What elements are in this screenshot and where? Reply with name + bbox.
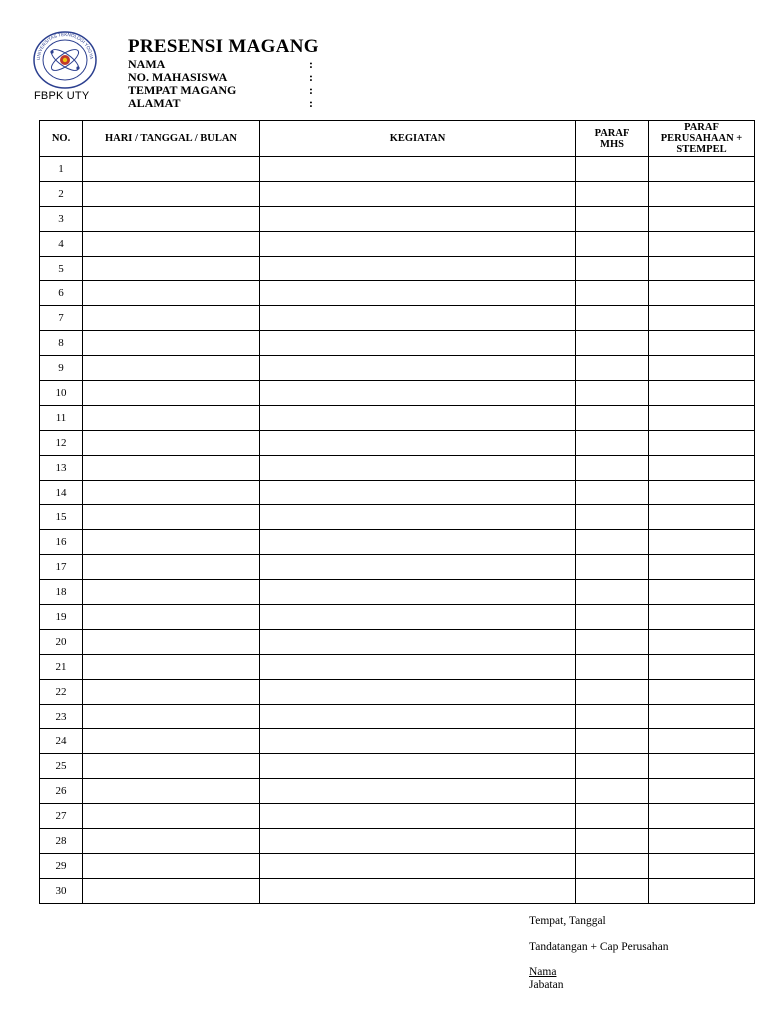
table-row — [40, 754, 755, 779]
row-number: 23 — [40, 704, 83, 729]
header-no: NO. — [40, 121, 83, 157]
row-number: 27 — [40, 804, 83, 829]
cell-kegiatan[interactable] — [260, 555, 576, 580]
cell-paraf-perusahaan[interactable] — [649, 580, 755, 605]
cell-paraf-mhs[interactable] — [576, 206, 649, 231]
row-number: 12 — [40, 430, 83, 455]
table-row — [40, 231, 755, 256]
field-colon: : — [309, 96, 313, 110]
cell-hari-tanggal[interactable] — [83, 430, 260, 455]
table-row — [40, 878, 755, 903]
student-info-fields — [128, 58, 328, 110]
cell-paraf-mhs[interactable] — [576, 555, 649, 580]
signature-position: Jabatan — [529, 979, 564, 991]
cell-hari-tanggal[interactable] — [83, 356, 260, 381]
table-row — [40, 804, 755, 829]
cell-paraf-mhs[interactable] — [576, 605, 649, 630]
table-row — [40, 206, 755, 231]
cell-paraf-mhs[interactable] — [576, 580, 649, 605]
row-number: 17 — [40, 555, 83, 580]
cell-paraf-perusahaan[interactable] — [649, 679, 755, 704]
table-row — [40, 829, 755, 854]
row-number: 9 — [40, 356, 83, 381]
cell-paraf-perusahaan[interactable] — [649, 157, 755, 182]
cell-kegiatan[interactable] — [260, 853, 576, 878]
row-number: 25 — [40, 754, 83, 779]
table-row — [40, 679, 755, 704]
cell-paraf-mhs[interactable] — [576, 480, 649, 505]
row-number: 2 — [40, 181, 83, 206]
header-hari: HARI / TANGGAL / BULAN — [83, 121, 260, 157]
cell-kegiatan[interactable] — [260, 405, 576, 430]
attendance-table — [39, 120, 755, 904]
cell-paraf-mhs[interactable] — [576, 181, 649, 206]
table-header-row — [40, 121, 755, 157]
cell-paraf-perusahaan[interactable] — [649, 430, 755, 455]
table-row — [40, 405, 755, 430]
cell-kegiatan[interactable] — [260, 679, 576, 704]
cell-hari-tanggal[interactable] — [83, 281, 260, 306]
cell-paraf-perusahaan[interactable] — [649, 381, 755, 406]
cell-hari-tanggal[interactable] — [83, 853, 260, 878]
cell-paraf-mhs[interactable] — [576, 530, 649, 555]
cell-kegiatan[interactable] — [260, 231, 576, 256]
cell-hari-tanggal[interactable] — [83, 231, 260, 256]
field-label: ALAMAT — [128, 96, 181, 110]
cell-kegiatan[interactable] — [260, 256, 576, 281]
cell-paraf-mhs[interactable] — [576, 654, 649, 679]
row-number: 13 — [40, 455, 83, 480]
cell-kegiatan[interactable] — [260, 530, 576, 555]
cell-paraf-mhs[interactable] — [576, 157, 649, 182]
cell-kegiatan[interactable] — [260, 455, 576, 480]
row-number: 29 — [40, 853, 83, 878]
cell-hari-tanggal[interactable] — [83, 629, 260, 654]
table-row — [40, 356, 755, 381]
cell-kegiatan[interactable] — [260, 331, 576, 356]
cell-kegiatan[interactable] — [260, 878, 576, 903]
cell-paraf-perusahaan[interactable] — [649, 256, 755, 281]
table-row — [40, 555, 755, 580]
table-row — [40, 505, 755, 530]
cell-kegiatan[interactable] — [260, 605, 576, 630]
cell-hari-tanggal[interactable] — [83, 530, 260, 555]
cell-hari-tanggal[interactable] — [83, 804, 260, 829]
cell-paraf-perusahaan[interactable] — [649, 455, 755, 480]
row-number: 4 — [40, 231, 83, 256]
table-row — [40, 281, 755, 306]
cell-paraf-mhs[interactable] — [576, 629, 649, 654]
logo-caption: FBPK UTY — [34, 90, 90, 102]
table-row — [40, 256, 755, 281]
cell-kegiatan[interactable] — [260, 281, 576, 306]
cell-kegiatan[interactable] — [260, 505, 576, 530]
logo-ring-text: UNIVERSITAS TEKNOLOGI YOGYA — [35, 31, 95, 61]
signature-place-date: Tempat, Tanggal — [529, 915, 606, 927]
row-number: 5 — [40, 256, 83, 281]
cell-paraf-perusahaan[interactable] — [649, 505, 755, 530]
cell-paraf-perusahaan[interactable] — [649, 405, 755, 430]
cell-kegiatan[interactable] — [260, 356, 576, 381]
cell-paraf-perusahaan[interactable] — [649, 754, 755, 779]
cell-paraf-perusahaan[interactable] — [649, 729, 755, 754]
cell-paraf-mhs[interactable] — [576, 829, 649, 854]
cell-hari-tanggal[interactable] — [83, 505, 260, 530]
row-number: 7 — [40, 306, 83, 331]
field-colon: : — [309, 83, 313, 97]
row-number: 15 — [40, 505, 83, 530]
cell-paraf-mhs[interactable] — [576, 331, 649, 356]
cell-kegiatan[interactable] — [260, 206, 576, 231]
table-row — [40, 704, 755, 729]
row-number: 24 — [40, 729, 83, 754]
cell-paraf-perusahaan[interactable] — [649, 804, 755, 829]
field-label: TEMPAT MAGANG — [128, 83, 237, 97]
cell-paraf-perusahaan[interactable] — [649, 480, 755, 505]
row-number: 6 — [40, 281, 83, 306]
cell-paraf-mhs[interactable] — [576, 430, 649, 455]
cell-paraf-mhs[interactable] — [576, 405, 649, 430]
cell-kegiatan[interactable] — [260, 654, 576, 679]
cell-kegiatan[interactable] — [260, 754, 576, 779]
table-row — [40, 605, 755, 630]
table-row — [40, 157, 755, 182]
cell-paraf-perusahaan[interactable] — [649, 829, 755, 854]
cell-paraf-perusahaan[interactable] — [649, 629, 755, 654]
cell-hari-tanggal[interactable] — [83, 331, 260, 356]
cell-paraf-mhs[interactable] — [576, 306, 649, 331]
table-row — [40, 480, 755, 505]
signature-name: Nama — [529, 966, 557, 978]
cell-paraf-perusahaan[interactable] — [649, 530, 755, 555]
table-row — [40, 430, 755, 455]
cell-kegiatan[interactable] — [260, 430, 576, 455]
cell-paraf-mhs[interactable] — [576, 455, 649, 480]
row-number: 26 — [40, 779, 83, 804]
row-number: 19 — [40, 605, 83, 630]
field-colon: : — [309, 57, 313, 71]
cell-paraf-mhs[interactable] — [576, 754, 649, 779]
header-paraf-mhs — [576, 121, 649, 157]
row-number: 16 — [40, 530, 83, 555]
row-number: 1 — [40, 157, 83, 182]
row-number: 8 — [40, 331, 83, 356]
cell-hari-tanggal[interactable] — [83, 405, 260, 430]
cell-paraf-mhs[interactable] — [576, 804, 649, 829]
cell-paraf-perusahaan[interactable] — [649, 331, 755, 356]
cell-hari-tanggal[interactable] — [83, 580, 260, 605]
cell-hari-tanggal[interactable] — [83, 381, 260, 406]
cell-kegiatan[interactable] — [260, 779, 576, 804]
cell-hari-tanggal[interactable] — [83, 306, 260, 331]
field-alamat — [128, 97, 328, 110]
cell-paraf-perusahaan[interactable] — [649, 779, 755, 804]
cell-paraf-perusahaan[interactable] — [649, 654, 755, 679]
row-number: 3 — [40, 206, 83, 231]
cell-paraf-mhs[interactable] — [576, 679, 649, 704]
header-paraf-perusahaan — [649, 121, 755, 157]
cell-kegiatan[interactable] — [260, 804, 576, 829]
field-label: NO. MAHASISWA — [128, 70, 228, 84]
cell-kegiatan[interactable] — [260, 157, 576, 182]
cell-paraf-mhs[interactable] — [576, 779, 649, 804]
cell-kegiatan[interactable] — [260, 181, 576, 206]
table-row — [40, 306, 755, 331]
row-number: 10 — [40, 381, 83, 406]
cell-hari-tanggal[interactable] — [83, 729, 260, 754]
field-label: NAMA — [128, 57, 166, 71]
cell-paraf-perusahaan[interactable] — [649, 206, 755, 231]
field-colon: : — [309, 70, 313, 84]
cell-paraf-perusahaan[interactable] — [649, 853, 755, 878]
cell-hari-tanggal[interactable] — [83, 555, 260, 580]
header-text: STEMPEL — [676, 144, 727, 155]
cell-paraf-mhs[interactable] — [576, 505, 649, 530]
cell-kegiatan[interactable] — [260, 829, 576, 854]
row-number: 22 — [40, 679, 83, 704]
row-number: 21 — [40, 654, 83, 679]
cell-hari-tanggal[interactable] — [83, 480, 260, 505]
row-number: 20 — [40, 629, 83, 654]
table-row — [40, 331, 755, 356]
cell-hari-tanggal[interactable] — [83, 754, 260, 779]
cell-paraf-mhs[interactable] — [576, 853, 649, 878]
cell-paraf-perusahaan[interactable] — [649, 704, 755, 729]
header-kegiatan: KEGIATAN — [260, 121, 576, 157]
table-row — [40, 629, 755, 654]
cell-paraf-mhs[interactable] — [576, 281, 649, 306]
university-logo — [32, 30, 98, 90]
table-row — [40, 779, 755, 804]
cell-paraf-perusahaan[interactable] — [649, 605, 755, 630]
table-row — [40, 853, 755, 878]
cell-hari-tanggal[interactable] — [83, 605, 260, 630]
table-row — [40, 530, 755, 555]
row-number: 30 — [40, 878, 83, 903]
cell-hari-tanggal[interactable] — [83, 829, 260, 854]
cell-paraf-perusahaan[interactable] — [649, 281, 755, 306]
table-row — [40, 580, 755, 605]
cell-kegiatan[interactable] — [260, 729, 576, 754]
cell-paraf-mhs[interactable] — [576, 381, 649, 406]
cell-hari-tanggal[interactable] — [83, 206, 260, 231]
cell-paraf-mhs[interactable] — [576, 256, 649, 281]
signature-label: Tandatangan + Cap Perusahan — [529, 941, 669, 953]
row-number: 11 — [40, 405, 83, 430]
cell-paraf-mhs[interactable] — [576, 704, 649, 729]
cell-kegiatan[interactable] — [260, 629, 576, 654]
cell-hari-tanggal[interactable] — [83, 256, 260, 281]
table-row — [40, 455, 755, 480]
header-text: PARAF — [594, 127, 630, 139]
cell-paraf-perusahaan[interactable] — [649, 878, 755, 903]
table-row — [40, 654, 755, 679]
cell-hari-tanggal[interactable] — [83, 779, 260, 804]
cell-kegiatan[interactable] — [260, 580, 576, 605]
cell-paraf-perusahaan[interactable] — [649, 231, 755, 256]
header-text: MHS — [600, 138, 624, 150]
cell-paraf-perusahaan[interactable] — [649, 555, 755, 580]
cell-paraf-mhs[interactable] — [576, 356, 649, 381]
cell-kegiatan[interactable] — [260, 480, 576, 505]
page-title: PRESENSI MAGANG — [128, 36, 319, 57]
cell-kegiatan[interactable] — [260, 704, 576, 729]
header-text: PARAF — [684, 122, 719, 133]
cell-paraf-mhs[interactable] — [576, 729, 649, 754]
cell-paraf-mhs[interactable] — [576, 878, 649, 903]
cell-hari-tanggal[interactable] — [83, 455, 260, 480]
cell-kegiatan[interactable] — [260, 306, 576, 331]
cell-paraf-perusahaan[interactable] — [649, 181, 755, 206]
row-number: 18 — [40, 580, 83, 605]
row-number: 14 — [40, 480, 83, 505]
cell-kegiatan[interactable] — [260, 381, 576, 406]
cell-hari-tanggal[interactable] — [83, 679, 260, 704]
cell-paraf-perusahaan[interactable] — [649, 356, 755, 381]
cell-hari-tanggal[interactable] — [83, 654, 260, 679]
table-row — [40, 729, 755, 754]
cell-hari-tanggal[interactable] — [83, 878, 260, 903]
cell-hari-tanggal[interactable] — [83, 704, 260, 729]
cell-paraf-mhs[interactable] — [576, 231, 649, 256]
row-number: 28 — [40, 829, 83, 854]
header-text: PERUSAHAAN + — [660, 133, 743, 144]
cell-hari-tanggal[interactable] — [83, 157, 260, 182]
cell-hari-tanggal[interactable] — [83, 181, 260, 206]
table-row — [40, 381, 755, 406]
cell-paraf-perusahaan[interactable] — [649, 306, 755, 331]
table-row — [40, 181, 755, 206]
